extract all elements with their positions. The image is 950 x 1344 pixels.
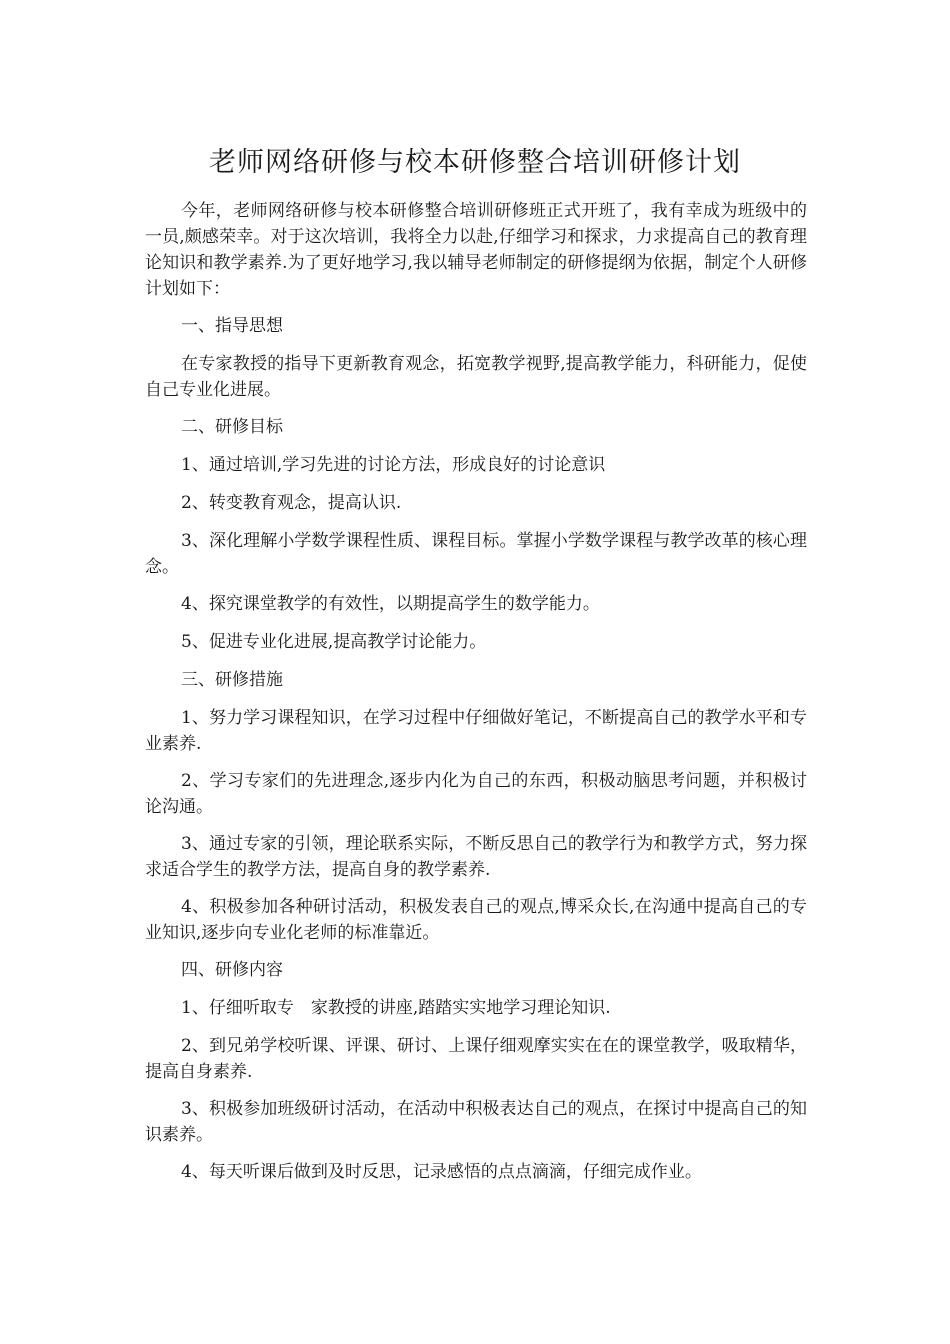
goal-item: 1、通过培训,学习先进的讨论方法，形成良好的讨论意识 <box>181 455 606 475</box>
measure-item: 2、学习专家们的先进理念,逐步内化为自己的东西，积极动脑思考问题，并积极讨论沟通。 <box>145 771 807 817</box>
goal-item: 2、转变教育观念，提高认识. <box>181 493 402 513</box>
goal-item: 3、深化理解小学数学课程性质、课程目标。掌握小学数学课程与教学改革的核心理念。 <box>145 531 807 577</box>
content-item: 4、每天听课后做到及时反思，记录感悟的点点滴滴，仔细完成作业。 <box>181 1162 702 1182</box>
document-title: 老师网络研修与校本研修整合培训研修计划 <box>209 147 741 178</box>
goal-item: 5、促进专业化进展,提高教学讨论能力。 <box>181 632 487 652</box>
measure-item: 1、努力学习课程知识，在学习过程中仔细做好笔记，不断提高自己的教学水平和专业素养. <box>145 708 807 754</box>
section-heading-content: 四、研修内容 <box>181 960 283 980</box>
intro-paragraph: 今年，老师网络研修与校本研修整合培训研修班正式开班了，我有幸成为班级中的一员,颇感荣幸。对于这次培训，我将全力以赴,仔细学习和探求，力求提高自己的教育理论知识和教学素养.为了更好地学习,我以辅导老师制定的研修提纲为依据，制定个人研修计划如下： <box>145 201 807 299</box>
section-heading-measures: 三、研修措施 <box>181 670 283 690</box>
content-item: 3、积极参加班级研讨活动，在活动中积极表达自己的观点，在探讨中提高自己的知识素养。 <box>145 1099 807 1145</box>
goal-item: 4、探究课堂教学的有效性，以期提高学生的数学能力。 <box>181 594 600 614</box>
measure-item: 4、积极参加各种研讨活动，积极发表自己的观点,博采众长,在沟通中提高自己的专业知识,逐步向专业化老师的标准靠近。 <box>145 897 807 943</box>
content-item: 2、到兄弟学校听课、评课、研讨、上课仔细观摩实实在在的课堂教学，吸取精华，提高自身素养. <box>145 1036 807 1082</box>
guiding-principle-paragraph: 在专家教授的指导下更新教育观念，拓宽教学视野,提高教学能力，科研能力，促使自己专业化进展。 <box>145 354 807 400</box>
measure-item: 3、通过专家的引领，理论联系实际，不断反思自己的教学行为和教学方式，努力探求适合学生的教学方法，提高自身的教学素养. <box>145 834 807 880</box>
section-heading-goals: 二、研修目标 <box>181 417 283 437</box>
section-heading-guiding-principle: 一、指导思想 <box>181 316 283 336</box>
document-body <box>145 198 807 1197</box>
content-item: 1、仔细听取专 家教授的讲座,踏踏实实地学习理论知识. <box>181 998 611 1018</box>
